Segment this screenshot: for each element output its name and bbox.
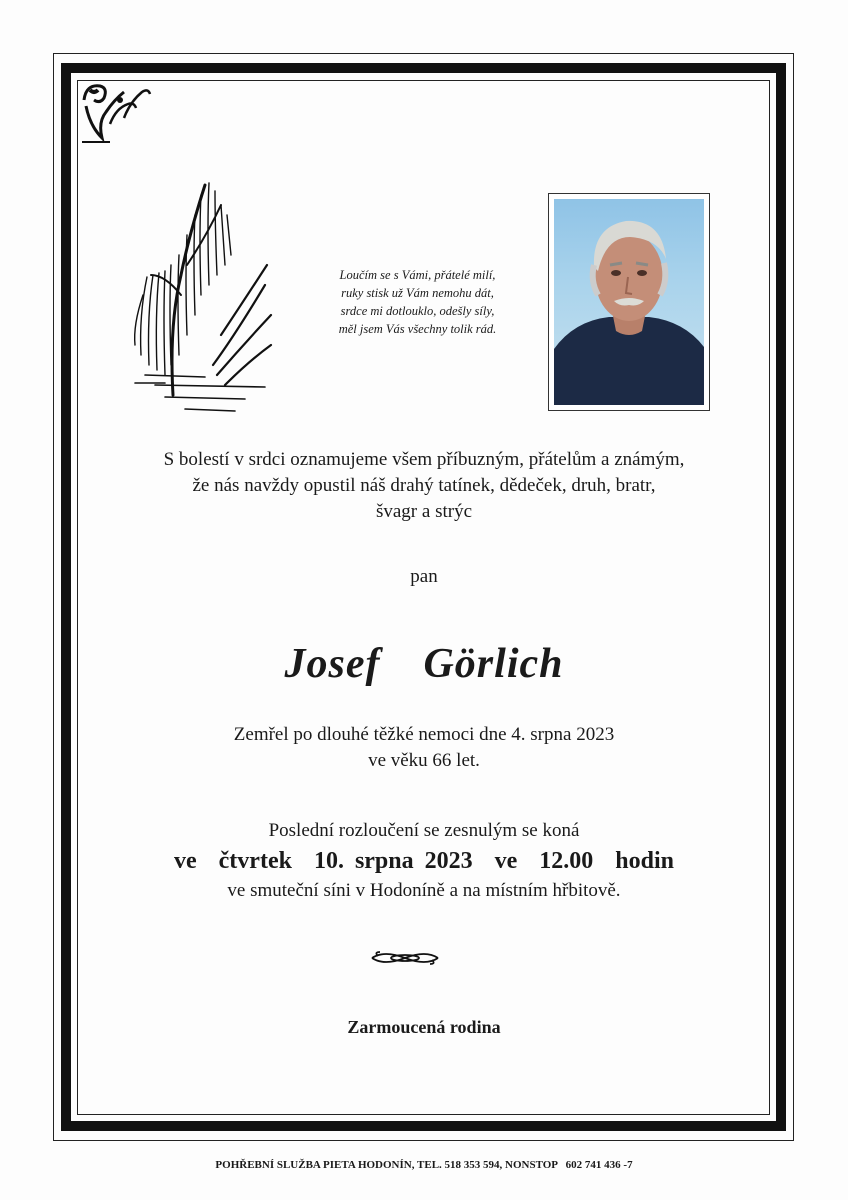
announcement-line: že nás navždy opustil náš drahý tatínek, dědeček, druh, bratr, (192, 475, 656, 496)
memorial-poem (300, 266, 535, 338)
funeral-intro: Poslední rozloučení se zesnulým se koná (268, 820, 580, 841)
poem-line: Loučím se s Vámi, přátelé milí, (339, 268, 496, 282)
portrait-photo (554, 199, 704, 405)
corner-flourish-icon (80, 78, 152, 146)
death-date-line: Zemřel po dlouhé těžké nemoci dne 4. srpna 2023 (233, 724, 615, 745)
age-line: ve věku 66 let. (368, 750, 480, 771)
funeral-date-time: ve čtvrtek 10. srpna 2023 ve 12.00 hodin (174, 848, 674, 874)
announcement-text (100, 447, 748, 525)
funeral-place: ve smuteční síni v Hodoníně a na místním hřbitově. (227, 880, 621, 901)
poem-line: ruky stisk už Vám nemohu dát, (341, 286, 494, 300)
signature: Zarmoucená rodina (347, 1017, 501, 1037)
deceased-name: Josef Görlich (284, 641, 564, 687)
funeral-info (100, 817, 748, 905)
divider-flourish-icon (370, 948, 440, 968)
portrait-frame (548, 193, 710, 411)
announcement-line: švagr a strýc (375, 501, 473, 522)
weeping-willow-illustration (125, 165, 277, 420)
death-info (100, 722, 748, 774)
honorific: pan (410, 566, 438, 587)
funeral-service-footer: POHŘEBNÍ SLUŽBA PIETA HODONÍN, TEL. 518 353 594, NONSTOP 602 741 436 -7 (215, 1159, 633, 1171)
announcement-line: S bolestí v srdci oznamujeme všem příbuzným, přátelům a známým, (163, 449, 685, 470)
poem-line: srdce mi dotlouklo, odešly síly, (340, 304, 495, 318)
poem-line: měl jsem Vás všechny tolik rád. (338, 322, 497, 336)
